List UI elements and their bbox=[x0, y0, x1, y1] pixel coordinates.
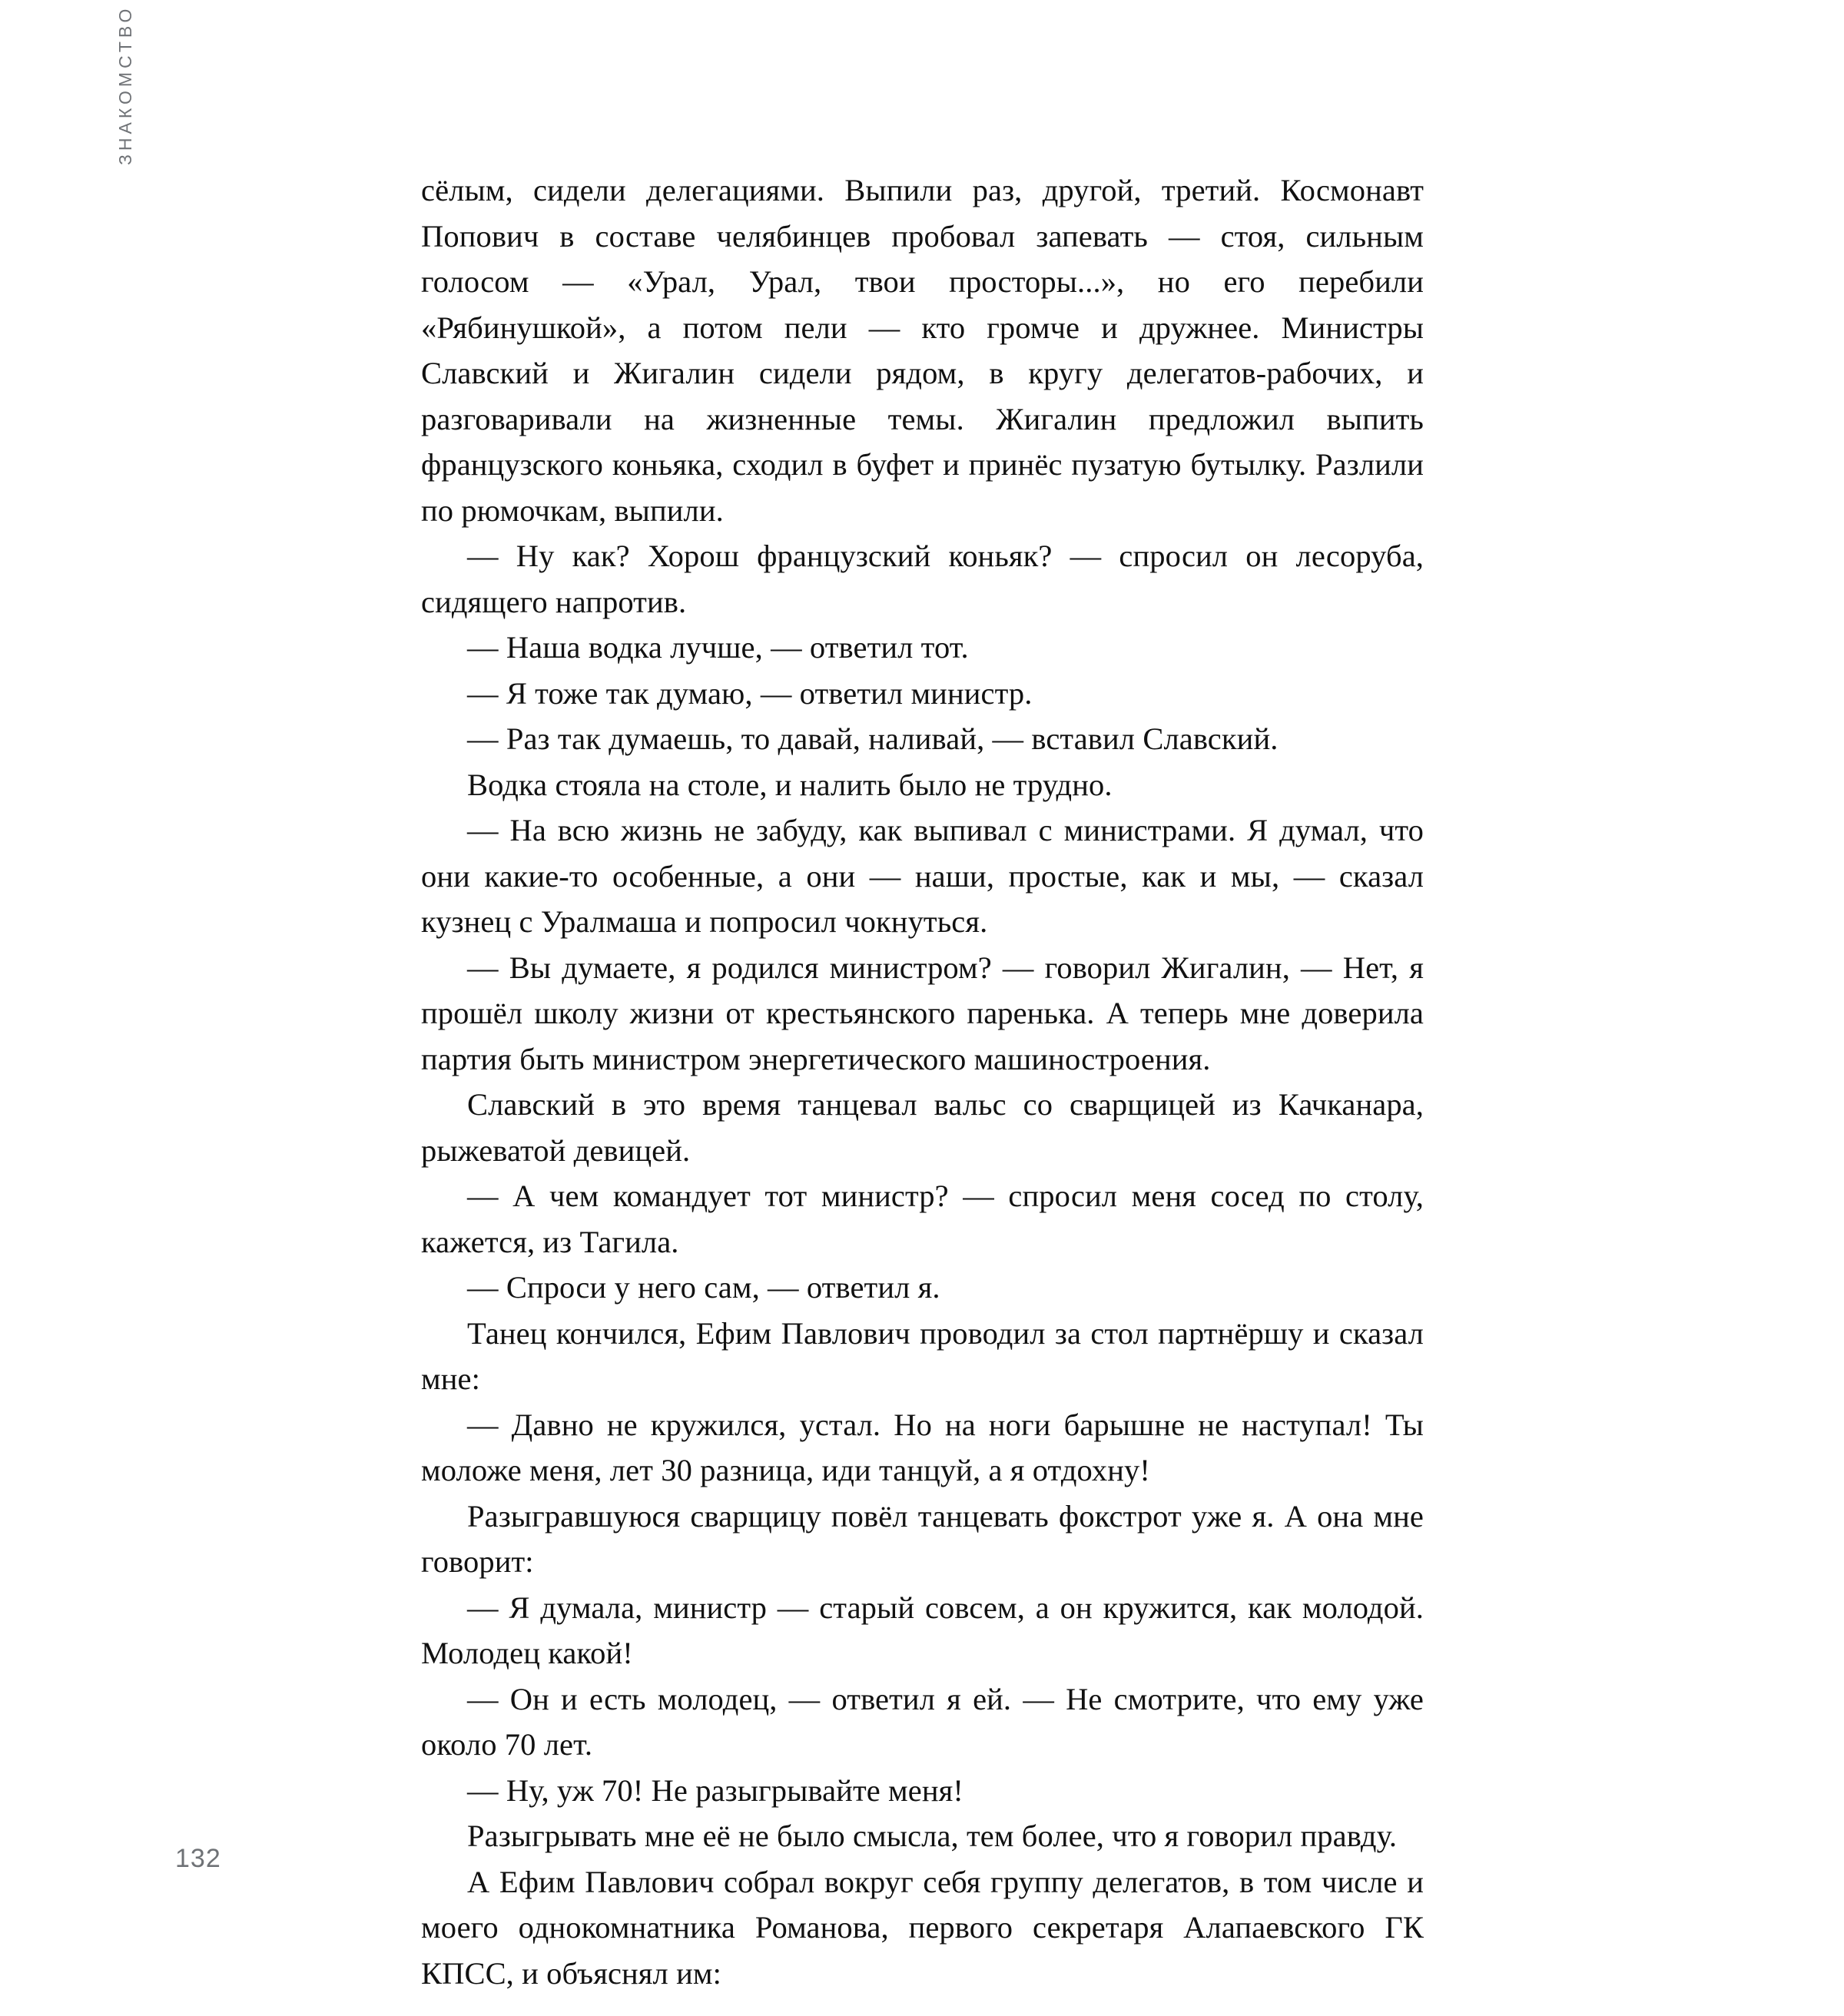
running-head: ЗНАКОМСТВО bbox=[115, 5, 135, 165]
page-number: 132 bbox=[175, 1844, 221, 1873]
paragraph: — На всю жизнь не забуду, как выпивал с министрами. Я думал, что они какие-то особенные, а они — наши, простые, как и мы, — сказал кузнец с Уралмаша и попросил чокнуться. bbox=[421, 813, 1424, 939]
paragraph: — Спроси у него сам, — ответил я. bbox=[467, 1270, 940, 1305]
paragraph: — Раз так думаешь, то давай, наливай, — вставил Славский. bbox=[467, 721, 1279, 756]
paragraph: — Ну как? Хорош французский коньяк? — спросил он лесоруба, сидящего напротив. bbox=[421, 539, 1424, 619]
paragraph: — Я думала, министр — старый совсем, а он кружится, как молодой. Молодец какой! bbox=[421, 1590, 1424, 1670]
paragraph: — Давно не кружился, устал. Но на ноги барышне не наступал! Ты моложе меня, лет 30 разница, иди танцуй, а я отдохну! bbox=[421, 1407, 1424, 1487]
paragraph: Разыгрывать мне её не было смысла, тем более, что я говорил правду. bbox=[467, 1819, 1398, 1853]
paragraph: — Он и есть молодец, — ответил я ей. — Не смотрите, что ему уже около 70 лет. bbox=[421, 1681, 1424, 1762]
body-text-column bbox=[421, 167, 1424, 1996]
paragraph: — А чем командует тот министр? — спросил меня сосед по столу, кажется, из Тагила. bbox=[421, 1179, 1424, 1259]
paragraph: Славский в это время танцевал вальс со сварщицей из Качканара, рыжеватой девицей. bbox=[421, 1087, 1424, 1168]
paragraph: сёлым, сидели делегациями. Выпили раз, другой, третий. Космонавт Попович в составе челябинцев пробовал запевать — стоя, сильным голосом — «Урал, Урал, твои просторы...», но его перебили «Рябинушкой», а потом пели — кто громче и дружнее. Министры Славский и Жигалин сидели рядом, в кругу делегатов-рабочих, и разговаривали на жизненные темы. Жигалин предложил выпить французского коньяка, сходил в буфет и принёс пузатую бутылку. Разлили по рюмочкам, выпили. bbox=[421, 173, 1424, 528]
paragraph: А Ефим Павлович собрал вокруг себя группу делегатов, в том числе и моего однокомнатника Романова, первого секретаря Алапаевского ГК КПСС, и объяснял им: bbox=[421, 1864, 1424, 1991]
paragraph: — Ну, уж 70! Не разыгрывайте меня! bbox=[467, 1772, 963, 1808]
paragraph: Танец кончился, Ефим Павлович проводил за стол партнёршу и сказал мне: bbox=[421, 1315, 1424, 1396]
paragraph: Разыгравшуюся сварщицу повёл танцевать фокстрот уже я. А она мне говорит: bbox=[421, 1498, 1424, 1579]
paragraph: — Я тоже так думаю, — ответил министр. bbox=[467, 675, 1033, 711]
paragraph: — Наша водка лучше, — ответил тот. bbox=[467, 630, 969, 665]
paragraph: Водка стояла на столе, и налить было не трудно. bbox=[467, 767, 1113, 802]
paragraph: — Вы думаете, я родился министром? — говорил Жигалин, — Нет, я прошёл школу жизни от крестьянского паренька. А теперь мне доверила партия быть министром энергетического машиностроения. bbox=[421, 950, 1424, 1076]
